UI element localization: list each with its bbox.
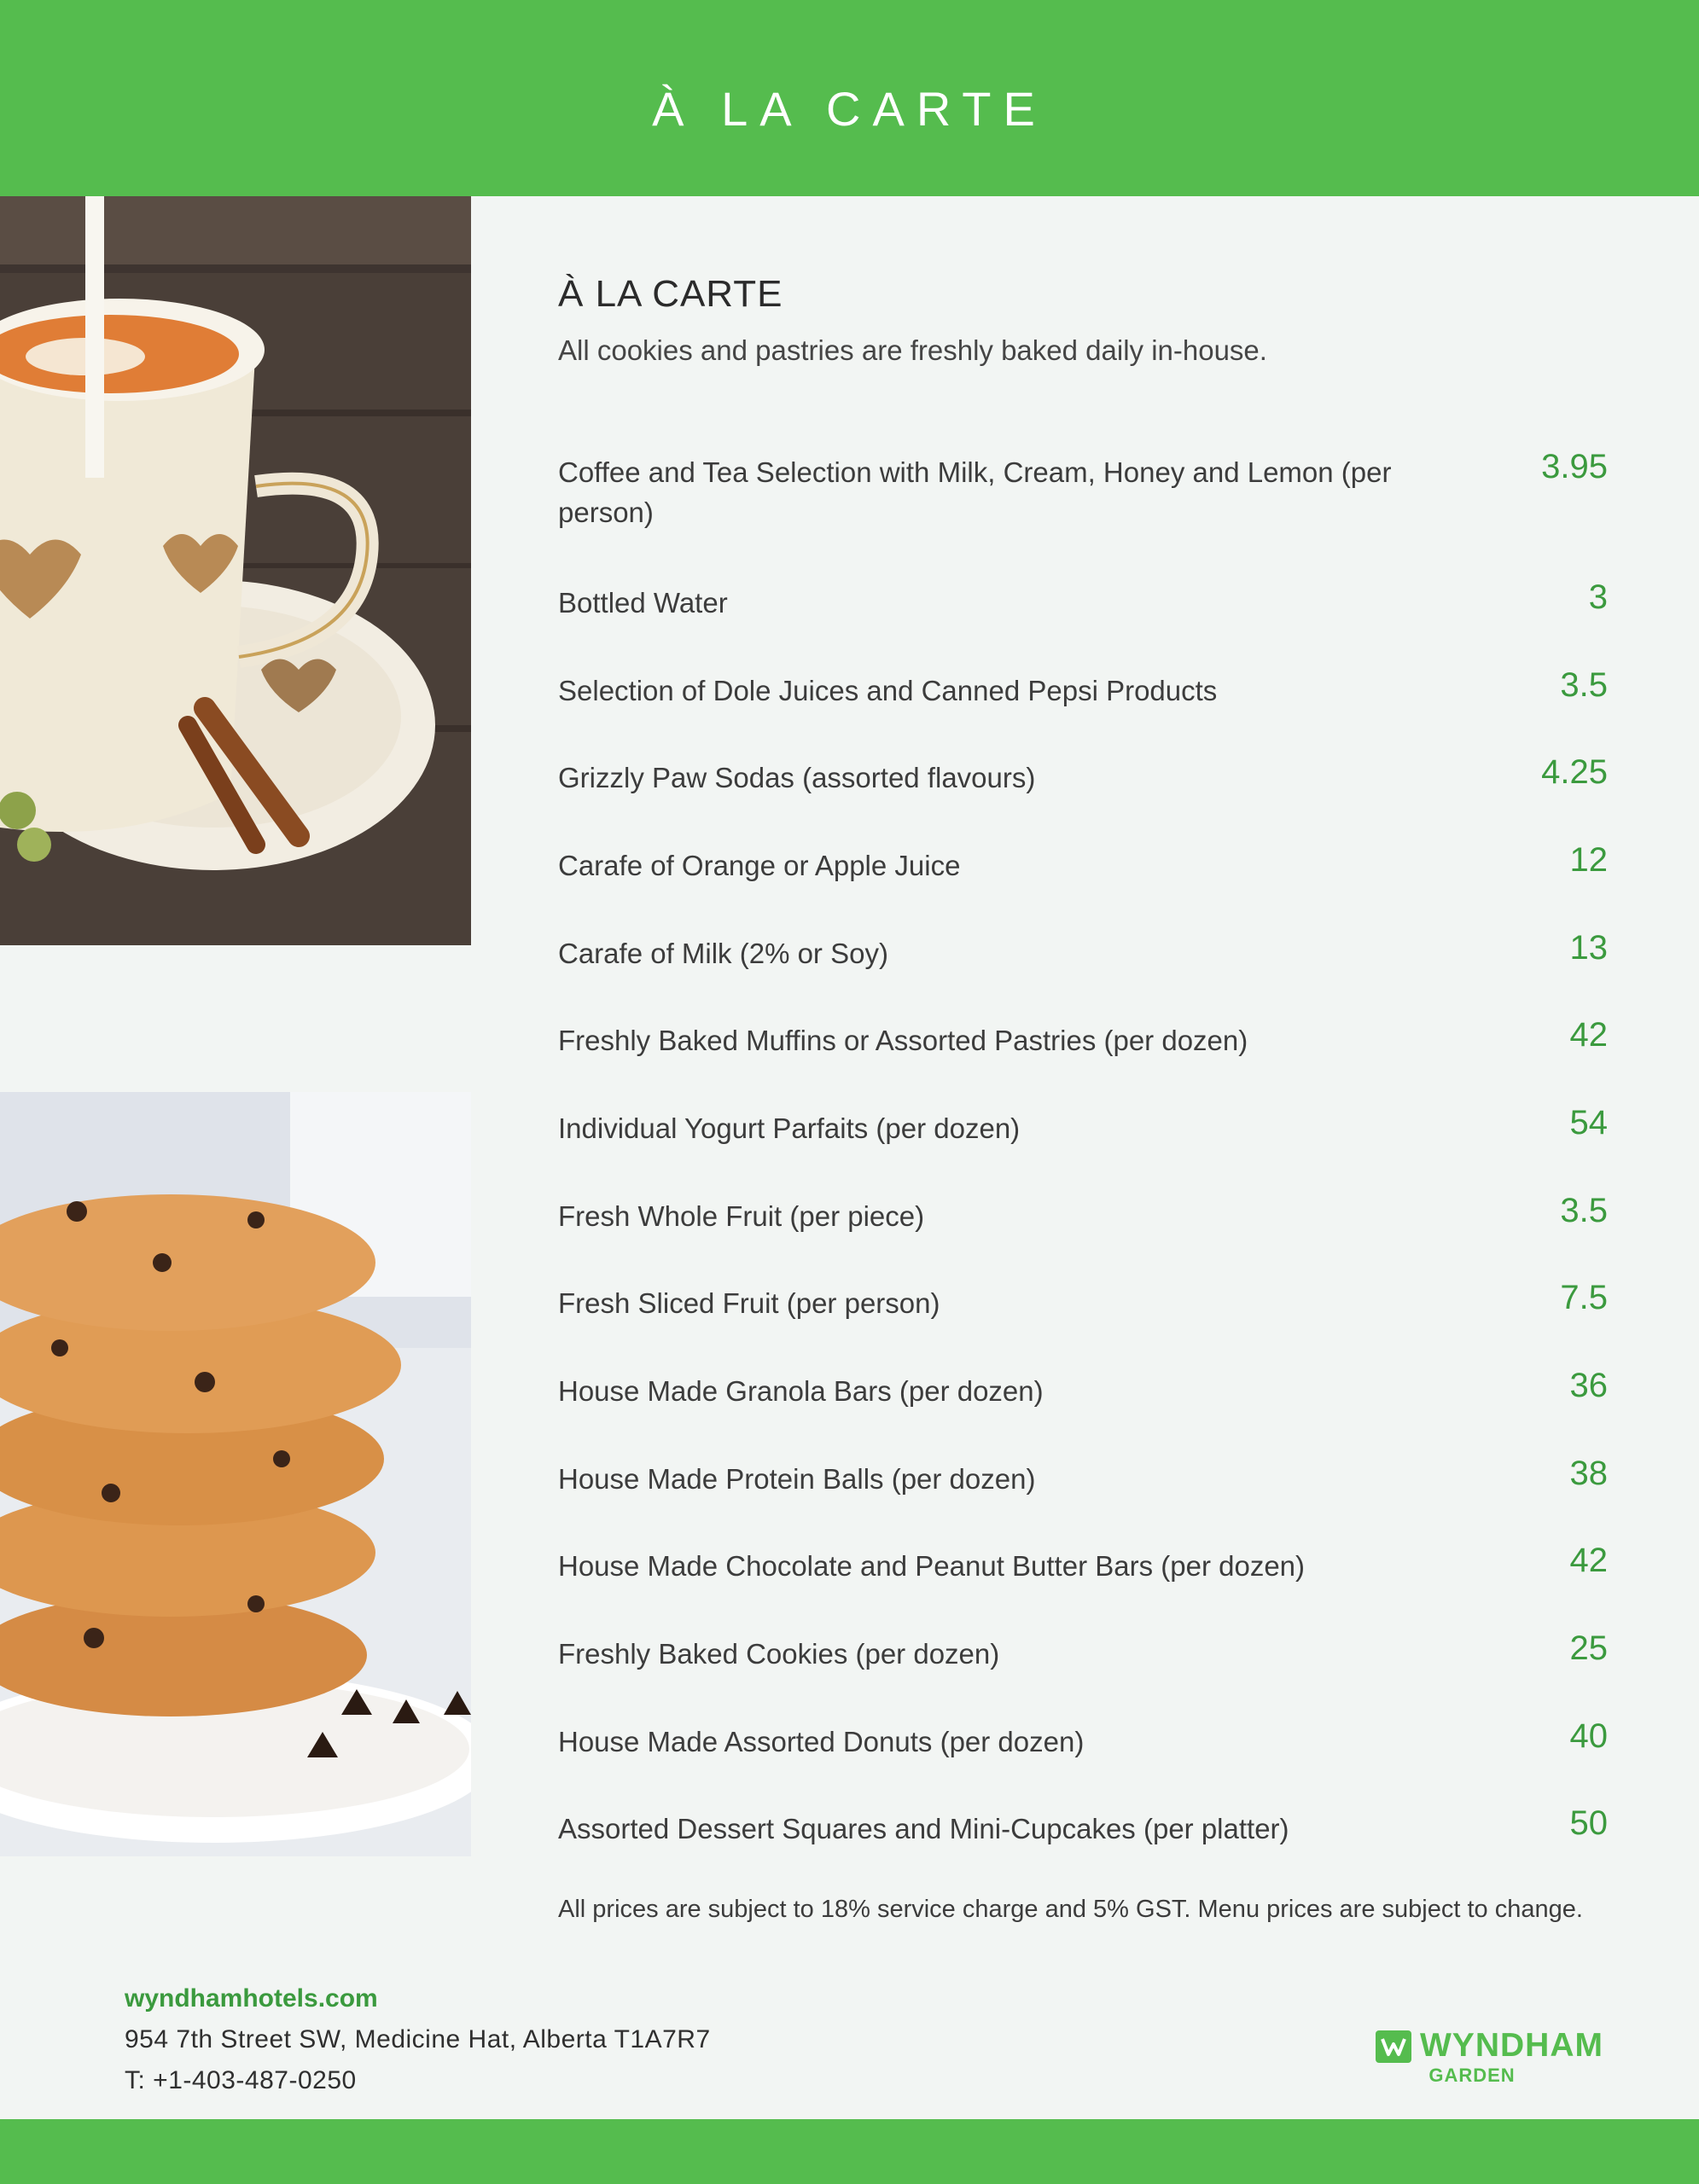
menu-item-price: 3.95 bbox=[1541, 448, 1608, 485]
hotel-phone: T: +1-403-487-0250 bbox=[125, 2066, 357, 2094]
menu-item-name: Freshly Baked Muffins or Assorted Pastries (per dozen) bbox=[558, 1025, 1248, 1056]
menu-item-price: 3 bbox=[1588, 578, 1608, 616]
menu-item-price: 50 bbox=[1569, 1804, 1608, 1842]
section-subtitle: All cookies and pastries are freshly baked daily in-house. bbox=[558, 334, 1267, 366]
menu-item-price: 42 bbox=[1569, 1542, 1608, 1579]
wyndham-leaf-icon bbox=[1376, 2030, 1411, 2063]
menu-item-name: Grizzly Paw Sodas (assorted flavours) bbox=[558, 762, 1036, 793]
menu-item-price: 7.5 bbox=[1560, 1279, 1608, 1316]
menu-item-name: Fresh Sliced Fruit (per person) bbox=[558, 1287, 940, 1319]
menu-item-name: Coffee and Tea Selection with Milk, Cream, Honey and Lemon (per person) bbox=[558, 456, 1392, 528]
hotel-address: 954 7th Street SW, Medicine Hat, Alberta T1A7R7 bbox=[125, 2025, 711, 2053]
menu-item-name: House Made Assorted Donuts (per dozen) bbox=[558, 1726, 1085, 1757]
menu-item-price: 3.5 bbox=[1560, 666, 1608, 704]
tea-photo bbox=[0, 196, 471, 945]
section-title: À LA CARTE bbox=[558, 273, 783, 315]
menu-item-name: Carafe of Orange or Apple Juice bbox=[558, 850, 961, 881]
menu-item-name: Bottled Water bbox=[558, 587, 728, 619]
menu-item-price: 3.5 bbox=[1560, 1192, 1608, 1229]
footer-band bbox=[0, 2119, 1699, 2184]
menu-item-name: Individual Yogurt Parfaits (per dozen) bbox=[558, 1112, 1021, 1144]
menu-item-name: House Made Granola Bars (per dozen) bbox=[558, 1375, 1044, 1407]
logo-brand-text: WYNDHAM bbox=[1420, 2027, 1603, 2064]
menu-item-name: Fresh Whole Fruit (per piece) bbox=[558, 1200, 925, 1232]
menu-item-price: 12 bbox=[1569, 841, 1608, 879]
menu-item-price: 54 bbox=[1569, 1104, 1608, 1141]
menu-item-name: Carafe of Milk (2% or Soy) bbox=[558, 938, 888, 969]
menu-item-name: Selection of Dole Juices and Canned Pepsi Products bbox=[558, 675, 1218, 706]
menu-item-price: 4.25 bbox=[1541, 753, 1608, 791]
menu-item-name: Assorted Dessert Squares and Mini-Cupcakes (per platter) bbox=[558, 1813, 1289, 1844]
menu-item-name: House Made Chocolate and Peanut Butter Bars (per dozen) bbox=[558, 1550, 1306, 1582]
menu-item-price: 36 bbox=[1569, 1367, 1608, 1404]
pricing-footnote: All prices are subject to 18% service charge and 5% GST. Menu prices are subject to change. bbox=[558, 1896, 1583, 1923]
menu-item-name: House Made Protein Balls (per dozen) bbox=[558, 1463, 1036, 1495]
wyndham-garden-logo bbox=[1376, 2029, 1608, 2088]
menu-item-price: 25 bbox=[1569, 1629, 1608, 1667]
page-title: À LA CARTE bbox=[652, 82, 1047, 136]
cookies-photo bbox=[0, 1092, 471, 1856]
menu-item-price: 40 bbox=[1569, 1717, 1608, 1755]
menu-item-price: 13 bbox=[1569, 929, 1608, 967]
header-band bbox=[0, 0, 1699, 196]
menu-item-price: 38 bbox=[1569, 1455, 1608, 1492]
logo-sub-text: GARDEN bbox=[1428, 2065, 1516, 2086]
website-link[interactable]: wyndhamhotels.com bbox=[125, 1984, 378, 2013]
menu-item-price: 42 bbox=[1569, 1016, 1608, 1054]
menu-item-name: Freshly Baked Cookies (per dozen) bbox=[558, 1638, 1000, 1670]
